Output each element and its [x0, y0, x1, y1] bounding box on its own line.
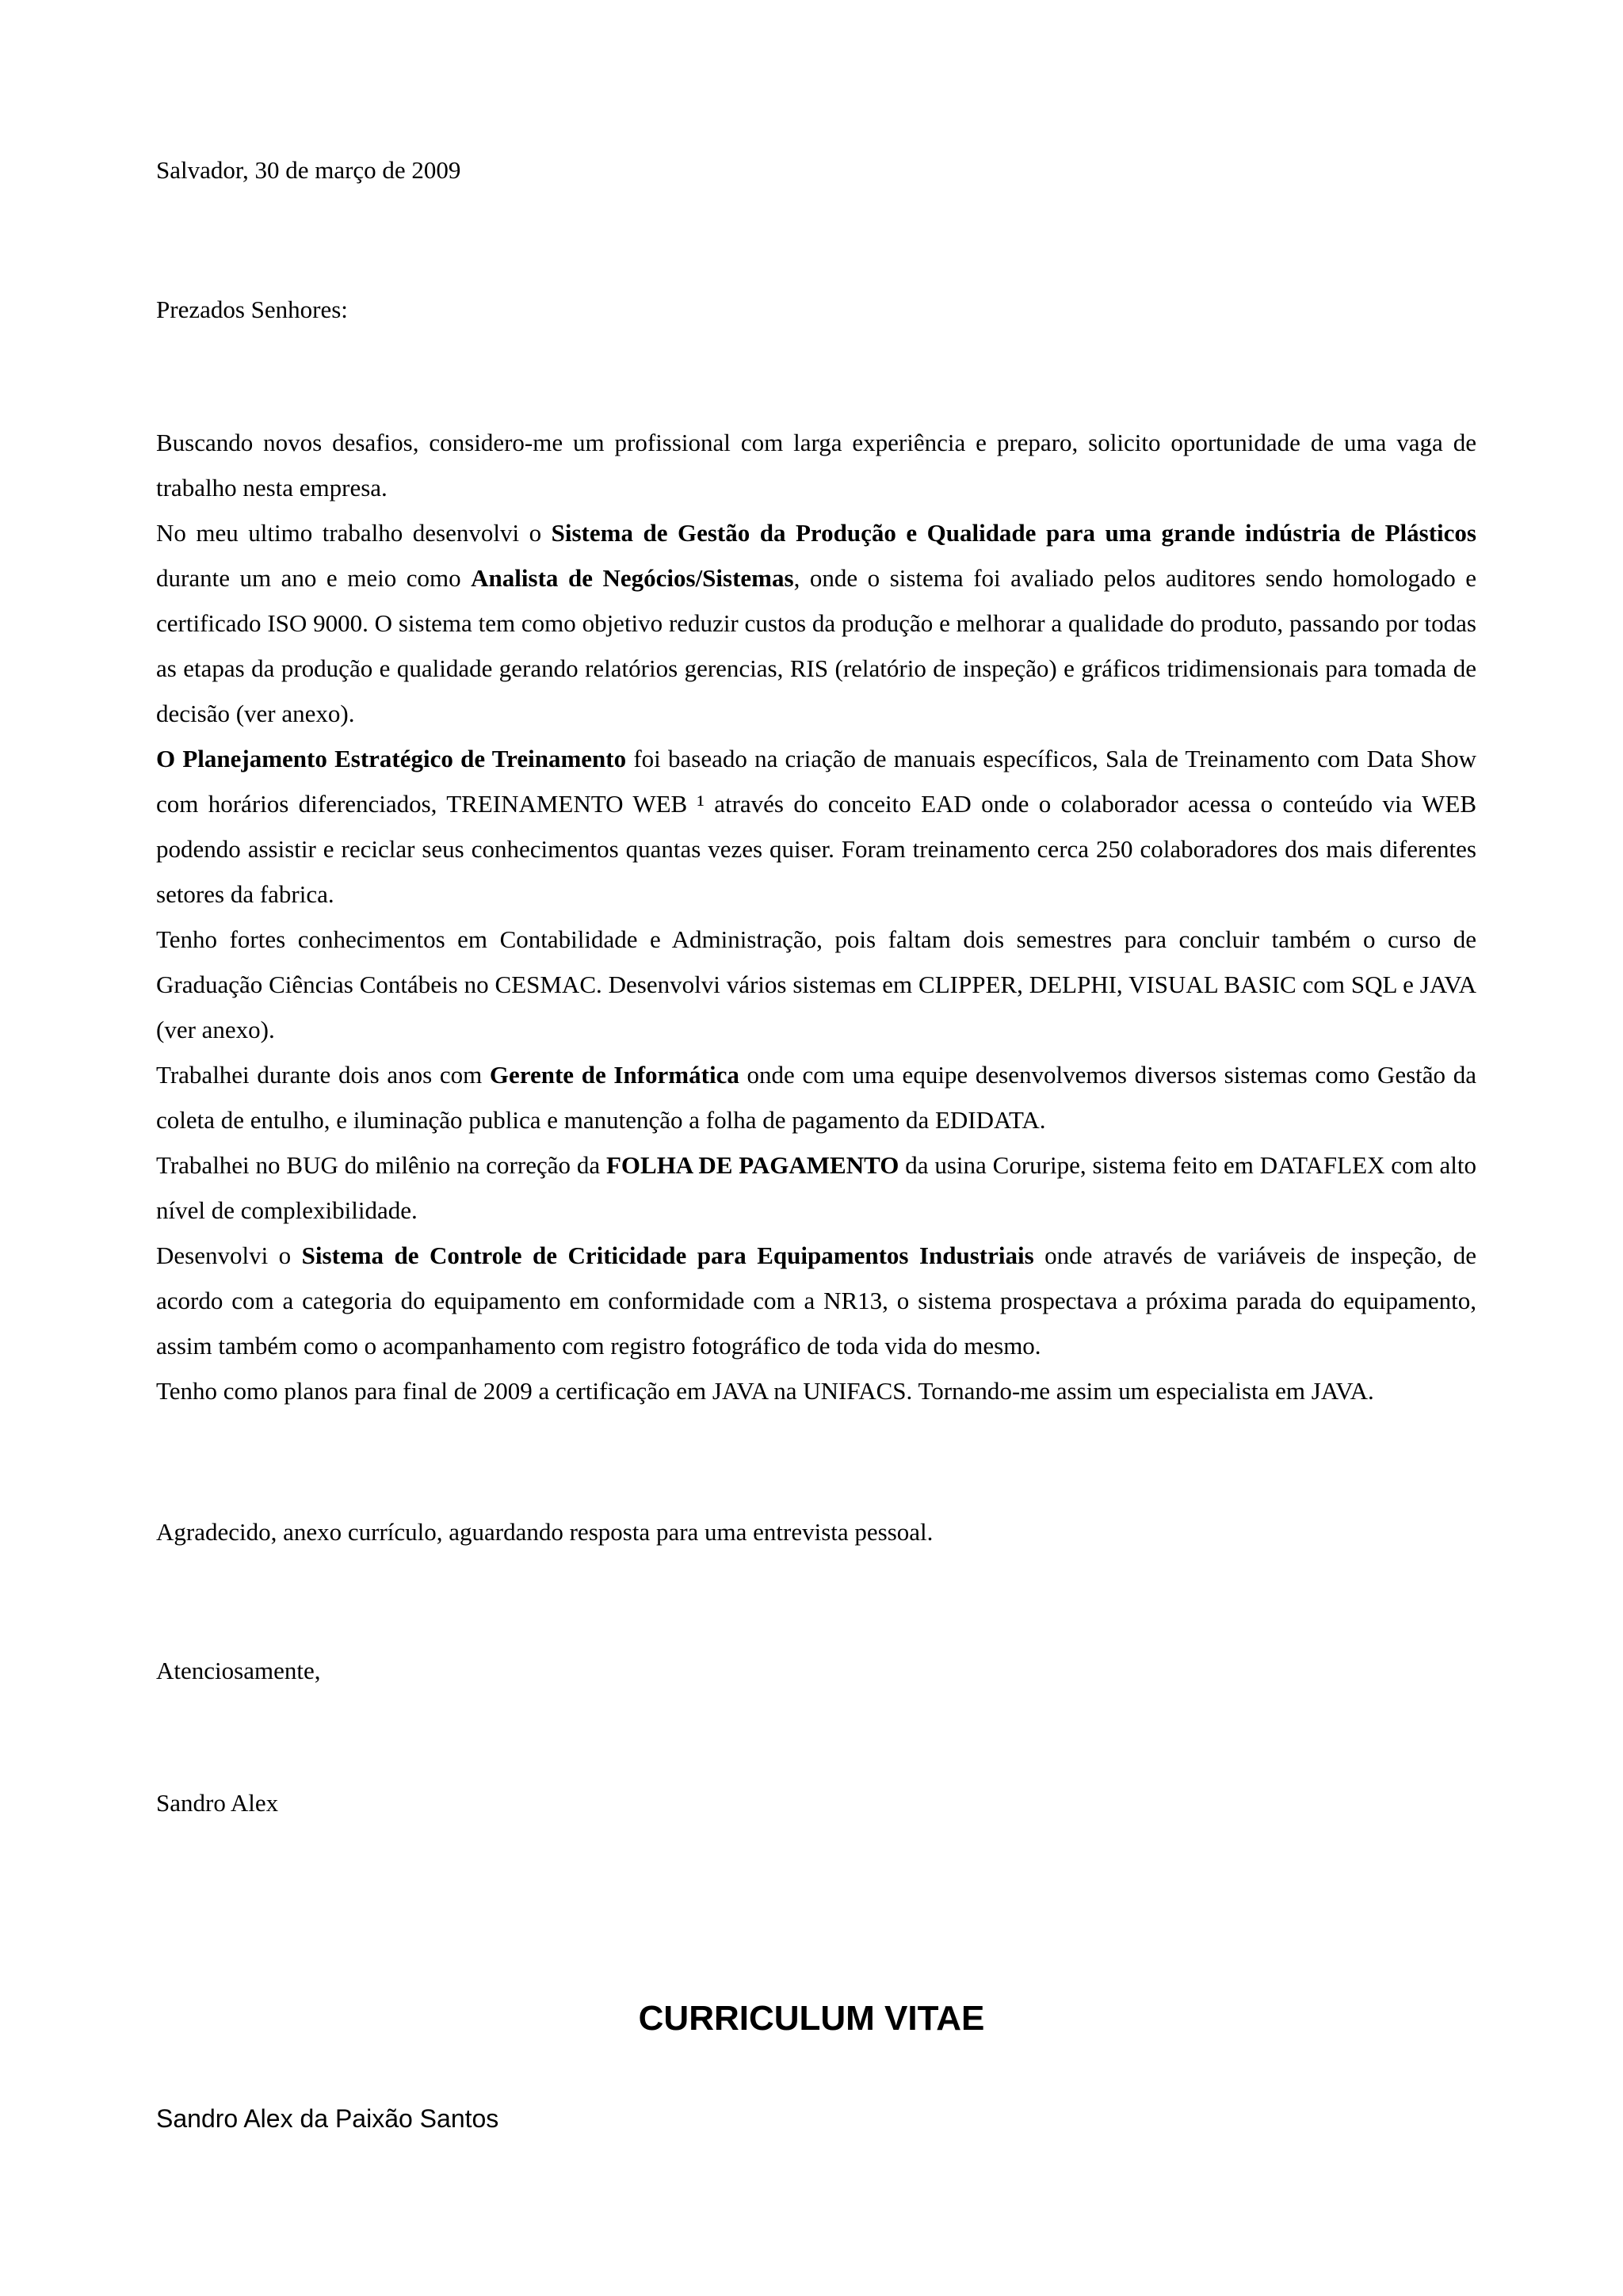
highlight-it-manager: Gerente de Informática — [489, 1061, 739, 1089]
paragraph-intro — [156, 420, 1476, 510]
closing-note: Agradecido, anexo currículo, aguardando resposta para uma entrevista pessoal. — [156, 1518, 934, 1546]
paragraph-it-manager — [156, 1052, 1476, 1142]
highlight-payroll: FOLHA DE PAGAMENTO — [605, 1151, 899, 1179]
letter-body — [156, 420, 1476, 1413]
date-line: Salvador, 30 de março de 2009 — [156, 156, 461, 184]
highlight-role: Analista de Negócios/Sistemas — [471, 564, 794, 592]
paragraph-text: Tenho fortes conhecimentos em Contabilidade e Administração, pois faltam dois semestres para concluir também o curso de Graduação Ciências Contábeis no CESMAC. Desenvolvi vários sistemas em CLIPPER, DELPHI, VISUAL BASIC com SQL e JAVA (ver anexo). — [156, 925, 1476, 1043]
highlight-criticality-system: Sistema de Controle de Criticidade para Equipamentos Industriais — [301, 1241, 1034, 1269]
paragraph-millennium-bug — [156, 1142, 1476, 1233]
paragraph-text: Desenvolvi o — [156, 1241, 302, 1269]
paragraph-last-job — [156, 510, 1476, 736]
paragraph-text: onde com uma equipe desenvolvemos diversos sistemas como Gestão da coleta de entulho, e iluminação publica e manutenção a folha de pagamento da EDIDATA. — [156, 1061, 1476, 1134]
paragraph-text: , onde o sistema foi avaliado pelos auditores sendo homologado e certificado ISO 9000. O sistema tem como objetivo reduzir custos da produção e melhorar a qualidade do produto, passando por todas as etapas da produção e qualidade gerando relatórios gerencias, RIS (relatório de inspeção) e gráficos tridimensionais para tomada de decisão (ver anexo). — [156, 564, 1477, 727]
paragraph-text: onde através de variáveis de inspeção, de acordo com a categoria do equipamento em conformidade com a NR13, o sistema prospectava a próxima parada do equipamento, assim também como o acompanhamento com registro fotográfico de toda vida do mesmo. — [156, 1241, 1476, 1360]
cv-full-name: Sandro Alex da Paixão Santos — [156, 2104, 499, 2133]
cv-title: CURRICULUM VITAE — [638, 1999, 985, 2038]
paragraph-text: Buscando novos desafios, considero-me um profissional com larga experiência e preparo, solicito oportunidade de uma vaga de trabalho nesta empresa. — [156, 429, 1476, 502]
paragraph-text: da usina Coruripe, sistema feito em DATAFLEX com alto nível de complexibilidade. — [156, 1151, 1476, 1224]
paragraph-plans — [156, 1368, 1476, 1413]
paragraph-training — [156, 736, 1476, 917]
salutation: Prezados Senhores: — [156, 296, 348, 323]
highlight-system-name: Sistema de Gestão da Produção e Qualidade para uma grande indústria de Plásticos — [551, 519, 1476, 547]
highlight-training-plan: O Planejamento Estratégico de Treinamento — [156, 745, 627, 772]
signature-name: Sandro Alex — [156, 1789, 279, 1817]
paragraph-text: No meu ultimo trabalho desenvolvi o — [156, 519, 552, 547]
paragraph-text: Tenho como planos para final de 2009 a certificação em JAVA na UNIFACS. Tornando-me assim um especialista em JAVA. — [156, 1377, 1374, 1405]
paragraph-text: Trabalhei no BUG do milênio na correção da — [156, 1151, 606, 1179]
paragraph-text: durante um ano e meio como — [156, 564, 472, 592]
paragraph-knowledge — [156, 917, 1476, 1052]
paragraph-text: Trabalhei durante dois anos com — [156, 1061, 490, 1089]
paragraph-text: foi baseado na criação de manuais específicos, Sala de Treinamento com Data Show com horários diferenciados, TREINAMENTO WEB ¹ através do conceito EAD onde o colaborador acessa o conteúdo via WEB podendo assistir e reciclar seus conhecimentos quantas vezes quiser. Foram treinamento cerca 250 colaboradores dos mais diferentes setores da fabrica. — [156, 745, 1477, 908]
sign-off: Atenciosamente, — [156, 1657, 321, 1684]
paragraph-criticality-system — [156, 1233, 1476, 1368]
